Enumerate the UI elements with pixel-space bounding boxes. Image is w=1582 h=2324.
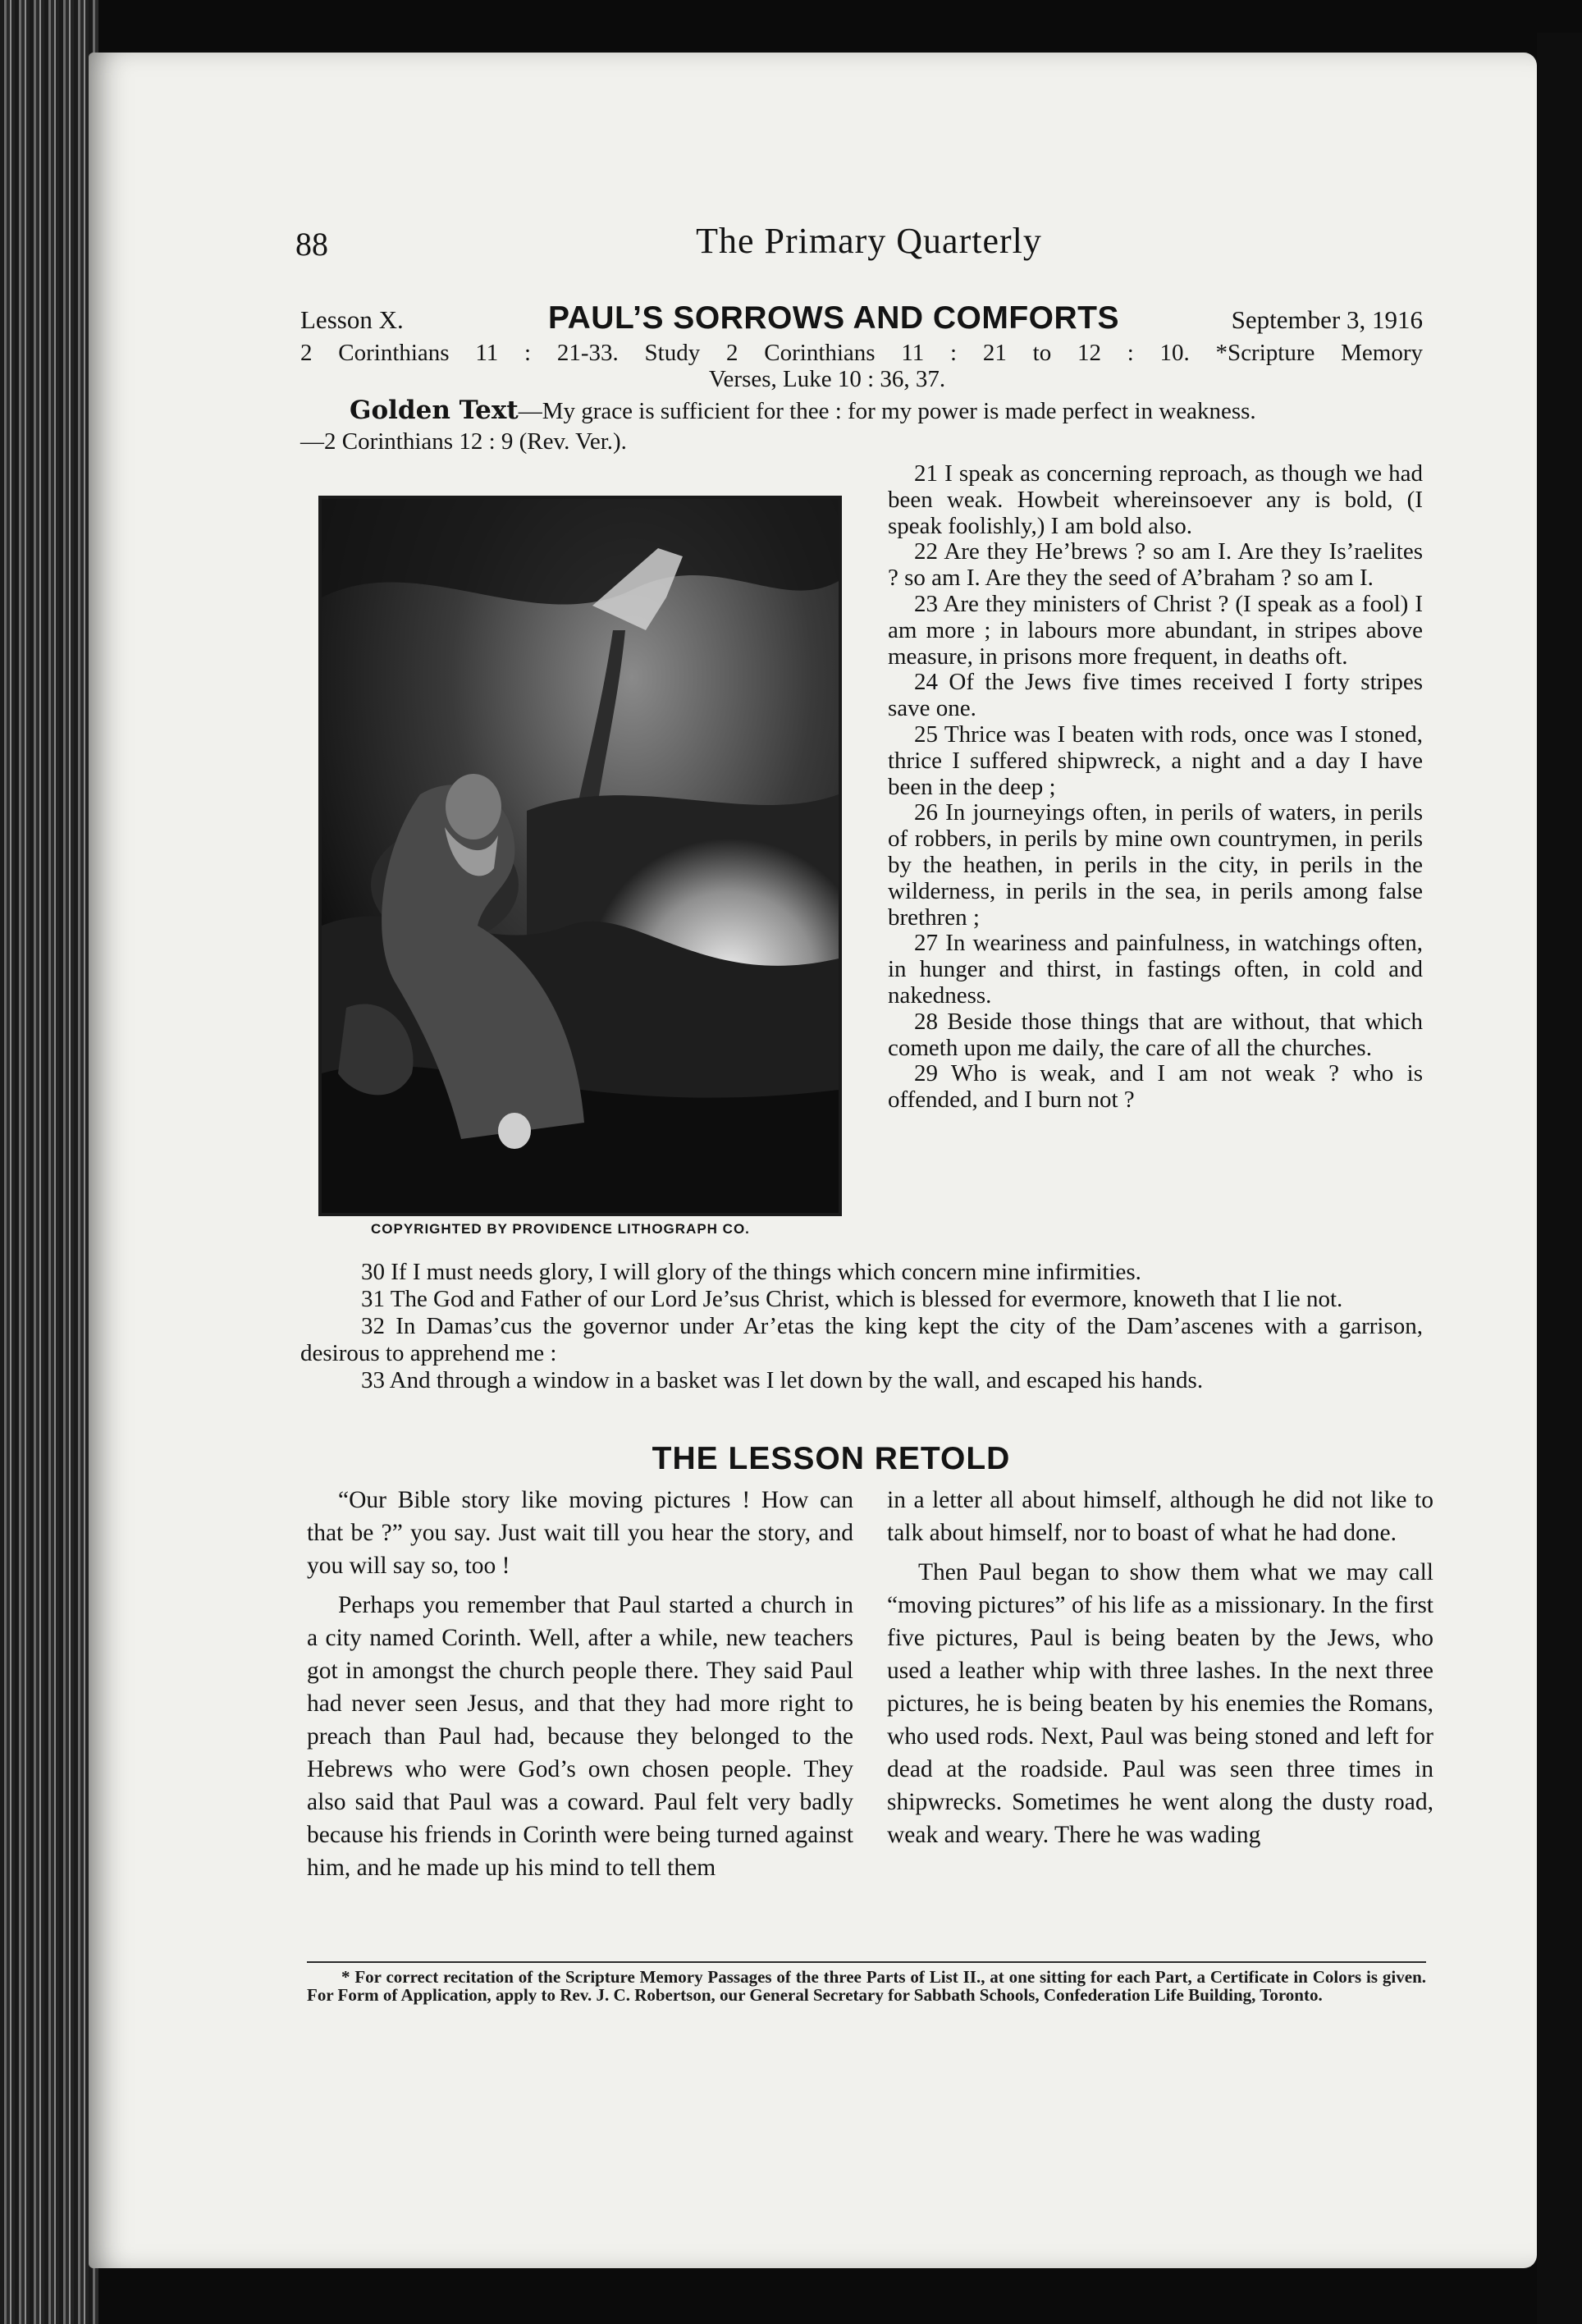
scripture-passage-right-column <box>888 461 1423 1114</box>
running-title: The Primary Quarterly <box>696 221 1042 261</box>
golden-text-body: —My grace is sufficient for thee : for my power is made perfect in weakness. <box>518 398 1256 424</box>
scripture-passage-full-width <box>300 1259 1423 1394</box>
memory-verses-reference: Verses, Luke 10 : 36, 37. <box>708 366 946 392</box>
retold-paragraph: in a letter all about himself, although he did not like to talk about himself, nor to boast of what he had done. <box>887 1487 1433 1546</box>
lesson-date: September 3, 1916 <box>1231 305 1423 334</box>
verse-28: 28 Beside those things that are without, that which cometh upon me daily, the care of all the churches. <box>888 1008 1423 1061</box>
verse-26: 26 In journeyings often, in perils of waters, in perils of robbers, in perils by mine own countrymen, in perils by the heathen, in perils in the city, in perils in the wilderness, in perils in the sea, in perils among false brethren ; <box>888 799 1423 931</box>
illustration-paul-shipwreck <box>318 496 842 1216</box>
verse-31: 31 The God and Father of our Lord Je’sus Christ, which is blessed for evermore, knoweth that I lie not. <box>361 1286 1343 1312</box>
illustration-caption: COPYRIGHTED BY PROVIDENCE LITHOGRAPH CO. <box>371 1221 750 1237</box>
engraving-image <box>322 499 839 1213</box>
verse-27: 27 In weariness and painfulness, in watchings often, in hunger and thirst, in fastings often, in cold and nakedness. <box>888 930 1423 1009</box>
lesson-number: Lesson X. <box>300 305 404 334</box>
verse-24: 24 Of the Jews five times received I forty stripes save one. <box>888 669 1423 722</box>
scripture-references: 2 Corinthians 11 : 21-33. Study 2 Corinthians 11 : 21 to 12 : 10. *Scripture Memory <box>300 340 1423 366</box>
verse-22: 22 Are they He’brews ? so am I. Are they Is’raelites ? so am I. Are they the seed of A’braham ? so am I. <box>888 538 1423 592</box>
footnote: * For correct recitation of the Scripture Memory Passages of the three Parts of List II., at one sitting for each Part, a Certificate in Colors is given. For Form of Application, apply to Rev. J. C. Robertson, our General Secretary for Sabbath Schools, Confederation Life Building, Toronto. <box>307 1961 1426 2004</box>
verse-33: 33 And through a window in a basket was I let down by the wall, and escaped his hands. <box>361 1367 1204 1393</box>
book-spine-edge <box>0 0 98 2324</box>
retold-paragraph: Perhaps you remember that Paul started a church in a city named Corinth. Well, after a while, new teachers got in amongst the church people there. They said Paul had never seen Jesus, and that they had more right to preach than Paul had, because they belonged to the Hebrews who were God’s own chosen people. They also said that Paul was a coward. Paul felt very badly because his friends in Corinth were being turned against him, and he made up his mind to tell them <box>307 1592 853 1881</box>
lesson-title: PAUL’S SORROWS AND COMFORTS <box>548 300 1119 336</box>
retold-right-column <box>887 1484 1433 1851</box>
retold-paragraph: Then Paul began to show them what we may call “moving pictures” of his life as a missionary. In the first five pictures, Paul is being beaten by the Jews, who used a leather whip with three lashes. In the next three pictures, he is being beaten by his enemies the Romans, who used rods. Next, Paul was being stoned and left for dead at the roadside. Paul was seen three times in shipwrecks. Sometimes he went along the dusty road, weak and weary. There he was wading <box>887 1559 1433 1848</box>
verse-21: 21 I speak as concerning reproach, as though we had been weak. Howbeit whereinsoever any is bold, (I speak foolishly,) I am bold also. <box>888 460 1423 539</box>
golden-text <box>300 397 1423 425</box>
verse-30: 30 If I must needs glory, I will glory of the things which concern mine infirmities. <box>361 1259 1141 1285</box>
retold-paragraph: “Our Bible story like moving pictures ! How can that be ?” you say. Just wait till you hear the story, and you will say so, too ! <box>307 1487 853 1579</box>
verse-29: 29 Who is weak, and I am not weak ? who is offended, and I burn not ? <box>888 1060 1423 1114</box>
retold-left-column <box>307 1484 853 1884</box>
verse-25: 25 Thrice was I beaten with rods, once was I stoned, thrice I suffered shipwreck, a night and a day I have been in the deep ; <box>888 721 1423 800</box>
page-number: 88 <box>295 226 328 263</box>
section-heading-lesson-retold: THE LESSON RETOLD <box>652 1441 1011 1476</box>
verse-23: 23 Are they ministers of Christ ? (I speak as a fool) I am more ; in labours more abundant, in stripes above measure, in prisons more frequent, in deaths oft. <box>888 590 1423 670</box>
golden-text-label: Golden Text <box>350 396 519 425</box>
golden-text-reference: —2 Corinthians 12 : 9 (Rev. Ver.). <box>300 428 627 455</box>
verse-32: 32 In Damas’cus the governor under Ar’etas the king kept the city of the Dam’ascenes with a garrison, desirous to apprehend me : <box>300 1313 1423 1366</box>
